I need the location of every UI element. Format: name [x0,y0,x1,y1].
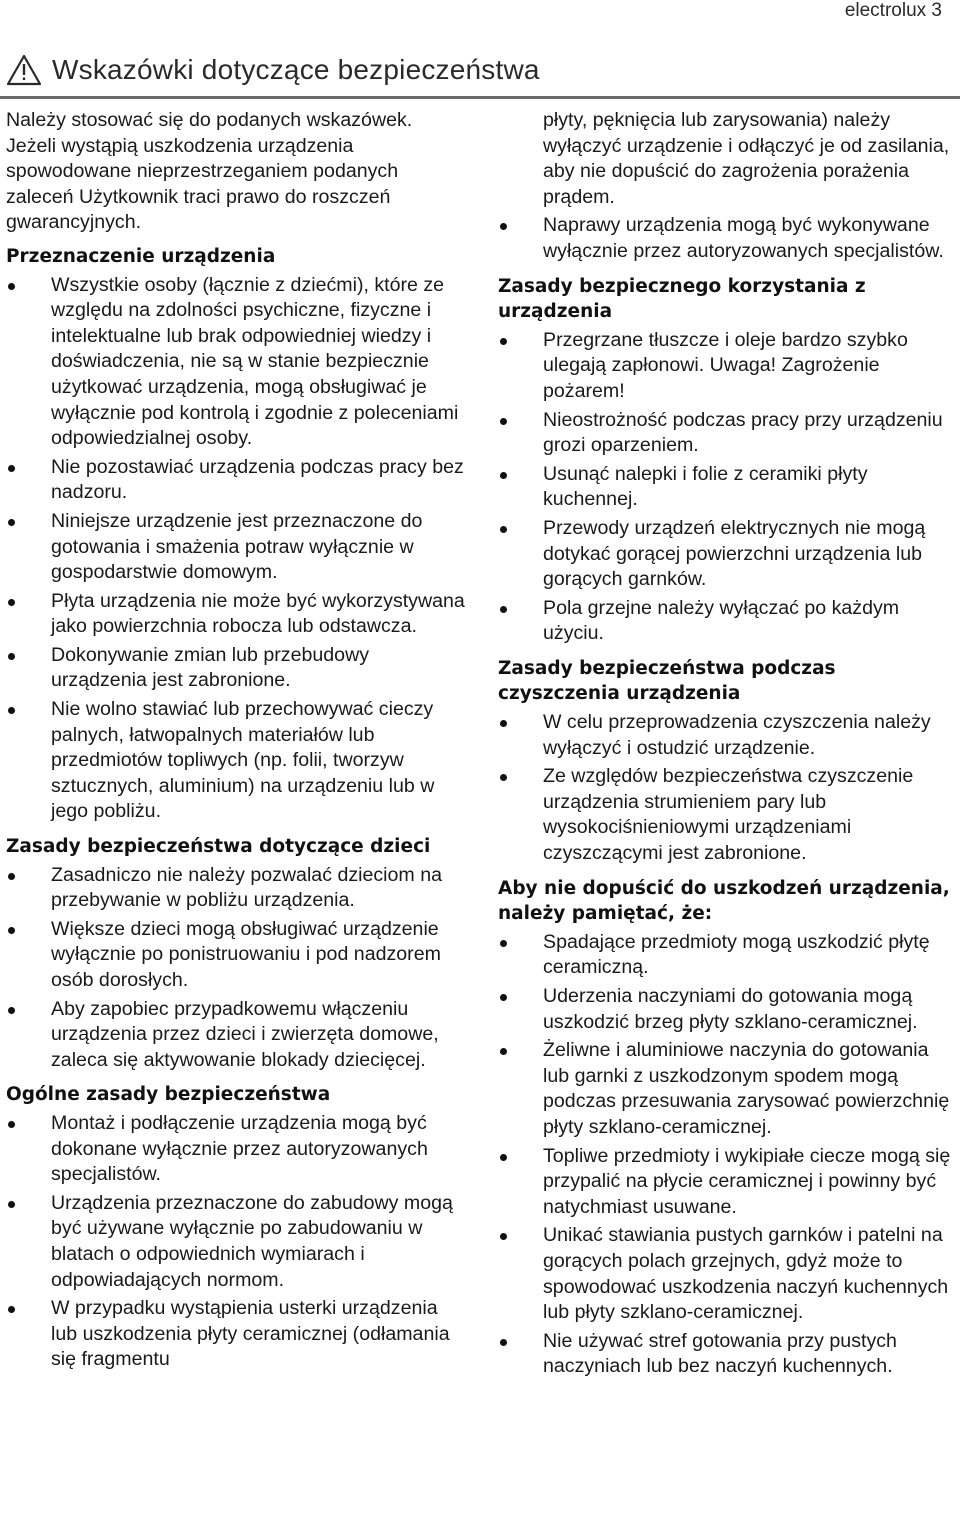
bullet-item: Przewody urządzeń elektrycznych nie mogą dotykać gorącej powierzchni urządzenia lub gorących garnków. [498,516,958,593]
bullet-item: Dokonywanie zmian lub przebudowy urządzenia jest zabronione. [6,643,466,694]
section-heading: Przeznaczenie urządzenia [6,245,276,267]
bullet-item: Nieostrożność podczas pracy przy urządzeniu grozi oparzeniem. [498,408,958,459]
bullet-list [498,328,958,647]
bullet-item: Uderzenia naczyniami do gotowania mogą uszkodzić brzeg płyty szklano-ceramicznej. [498,984,958,1035]
bullet-list [6,863,466,1074]
bullet-item: Unikać stawiania pustych garnków i patelni na gorących polach grzejnych, gdyż może to spowodować uszkodzenia naczyń kuchennych lub płyty szklano-ceramicznej. [498,1223,958,1325]
bullet-list [498,710,958,867]
brand-page-number: electrolux 3 [844,0,942,21]
bullet-item: Naprawy urządzenia mogą być wykonywane wyłącznie przez autoryzowanych specjalistów. [498,213,958,264]
left-column [6,108,466,1382]
intro-paragraph: Należy stosować się do podanych wskazówek. Jeżeli wystąpią uszkodzenia urządzenia spowodowane nieprzestrzeganiem podanych zaleceń Użytkownik traci prawo do roszczeń gwarancyjnych. [6,109,413,234]
bullet-item: Pola grzejne należy wyłączać po każdym użyciu. [498,596,958,647]
bullet-list [498,930,958,1380]
section-heading: Ogólne zasady bezpieczeństwa [6,1084,331,1106]
bullet-item: W celu przeprowadzenia czyszczenia należy wyłączyć i ostudzić urządzenie. [498,710,958,761]
bullet-item: W przypadku wystąpienia usterki urządzenia lub uszkodzenia płyty ceramicznej (odłamania się fragmentu [6,1296,466,1373]
bullet-item: Przegrzane tłuszcze i oleje bardzo szybko ulegają zapłonowi. Uwaga! Zagrożenie pożarem! [498,328,958,405]
section-heading: Aby nie dopuścić do uszkodzeń urządzenia, należy pamiętać, że: [498,877,950,925]
bullet-item: Żeliwne i aluminiowe naczynia do gotowania lub garnki z uszkodzonym spodem mogą podczas przesuwania zarysować powierzchnię płyty szklano-ceramicznej. [498,1038,958,1140]
bullet-item: Urządzenia przeznaczone do zabudowy mogą być używane wyłącznie po zabudowaniu w blatach o odpowiednich wymiarach i odpowiadających normom. [6,1191,466,1293]
continued-paragraph: płyty, pęknięcia lub zarysowania) należy wyłączyć urządzenie i odłączyć je od zasilania, aby nie dopuścić do zagrożenia porażenia prądem. [543,109,950,208]
title-divider [0,96,960,99]
bullet-item: Topliwe przedmioty i wykipiałe ciecze mogą się przypalić na płycie ceramicznej i powinny być natychmiast usuwane. [498,1144,958,1221]
bullet-item: Usunąć nalepki i folie z ceramiki płyty kuchennej. [498,462,958,513]
bullet-item: Nie używać stref gotowania przy pustych naczyniach lub bez naczyń kuchennych. [498,1329,958,1380]
page-title: Wskazówki dotyczące bezpieczeństwa [52,54,540,85]
bullet-list [6,273,466,825]
bullet-item: Płyta urządzenia nie może być wykorzystywana jako powierzchnia robocza lub odstawcza. [6,589,466,640]
left-sections [6,244,466,1373]
bullet-item: Ze względów bezpieczeństwa czyszczenie urządzenia strumieniem pary lub wysokociśnieniowymi urządzeniami czyszczącymi jest zabronione. [498,764,958,866]
page-header [0,0,946,28]
bullet-item: Nie pozostawiać urządzenia podczas pracy bez nadzoru. [6,455,466,506]
bullet-item: Większe dzieci mogą obsługiwać urządzenie wyłącznie po ponistruowaniu i pod nadzorem osób dorosłych. [6,917,466,994]
warning-triangle-icon [6,54,42,86]
right-sections [498,274,958,1380]
bullet-item: Zasadniczo nie należy pozwalać dzieciom na przebywanie w pobliżu urządzenia. [6,863,466,914]
bullet-item: Aby zapobiec przypadkowemu włączeniu urządzenia przez dzieci i zwierzęta domowe, zaleca się aktywowanie blokady dziecięcej. [6,997,466,1074]
bullet-item: Nie wolno stawiać lub przechowywać cieczy palnych, łatwopalnych materiałów lub przedmiotów topliwych (np. folii, tworzyw sztucznych, aluminium) na urządzeniu lub w jego pobliżu. [6,697,466,825]
section-heading: Zasady bezpiecznego korzystania z urządzenia [498,275,866,323]
title-row [6,54,960,86]
bullet-item: Niniejsze urządzenie jest przeznaczone do gotowania i smażenia potraw wyłącznie w gospodarstwie domowym. [6,509,466,586]
section-heading: Zasady bezpieczeństwa dotyczące dzieci [6,836,431,858]
bullet-list [6,1111,466,1373]
bullet-item: Spadające przedmioty mogą uszkodzić płytę ceramiczną. [498,930,958,981]
right-lead-list [498,213,958,264]
section-heading: Zasady bezpieczeństwa podczas czyszczenia urządzenia [498,657,836,705]
bullet-item: Montaż i podłączenie urządzenia mogą być dokonane wyłącznie przez autoryzowanych specjalistów. [6,1111,466,1188]
right-column [498,108,958,1389]
bullet-item: Wszystkie osoby (łącznie z dziećmi), które ze względu na zdolności psychiczne, fizyczne i intelektualne lub brak odpowiedniej wiedzy i doświadczenia, nie są w stanie bezpiecznie użytkować urządzenia, mogą obsługiwać je wyłącznie pod kontrolą i zgodnie z poleceniami odpowiedzialnej osoby. [6,273,466,452]
